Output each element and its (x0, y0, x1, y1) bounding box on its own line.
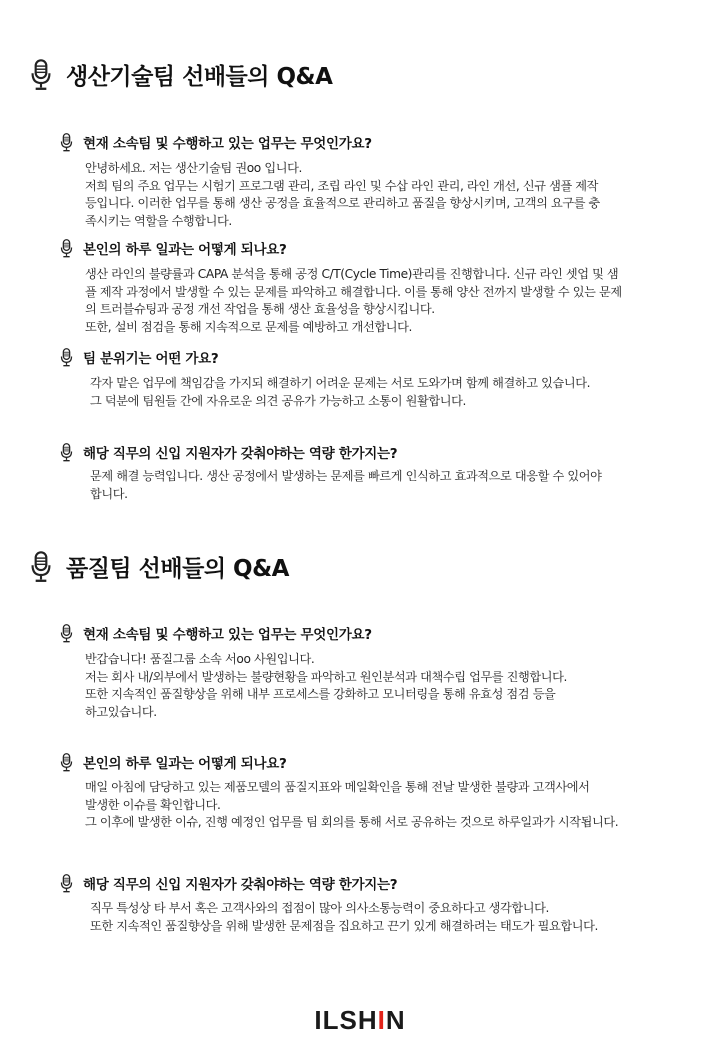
microphone-icon (60, 133, 73, 152)
answer (85, 266, 622, 336)
microphone-icon (60, 624, 73, 643)
question (60, 623, 372, 643)
answer-line: 또한, 설비 점검을 통해 지속적으로 문제를 예방하고 개선합니다. (85, 319, 412, 334)
answer-line: 그 덕분에 팀원들 간에 자유로운 의견 공유가 가능하고 소통이 원활합니다. (90, 393, 466, 408)
microphone-icon (60, 348, 73, 367)
section-title-text: 품질팀 선배들의 Q&A (66, 556, 289, 582)
answer-line: 또한 지속적인 품질향상을 위해 내부 프로세스를 강화하고 모니터링을 통해 유효성 점검 등을 (85, 687, 556, 701)
answer-line: 저는 회사 내/외부에서 발생하는 불량현황을 파악하고 원인분석과 대책수립 업무를 진행합니다. (85, 669, 567, 684)
question (60, 442, 397, 462)
microphone-icon (30, 59, 52, 91)
answer (85, 779, 618, 832)
answer-line: 문제 해결 능력입니다. 생산 공정에서 발생하는 문제를 빠르게 인식하고 효과적으로 대응할 수 있어야 (90, 469, 602, 483)
logo-text-end: N (385, 1005, 406, 1035)
logo-text: ILSH (314, 1005, 378, 1035)
question (60, 347, 218, 367)
company-logo (0, 1005, 720, 1036)
answer (90, 900, 598, 935)
microphone-icon (60, 443, 73, 462)
microphone-icon (60, 874, 73, 893)
answer-line: 반갑습니다! 품질그룹 소속 서oo 사원입니다. (85, 652, 315, 666)
question (60, 132, 372, 152)
question-text: 팀 분위기는 어떤 가요? (83, 351, 219, 367)
answer-line: 또한 지속적인 품질향상을 위해 발생한 문제점을 집요하고 끈기 있게 해결하려는 태도가 필요합니다. (90, 918, 598, 933)
microphone-icon (60, 239, 73, 258)
question (60, 873, 397, 893)
answer (90, 468, 601, 503)
answer-line: 플 제작 과정에서 발생할 수 있는 문제를 파악하고 해결합니다. 이를 통해 양산 전까지 발생할 수 있는 문제 (85, 284, 622, 299)
answer-line: 직무 특성상 타 부서 혹은 고객사와의 접점이 많아 의사소통능력이 중요하다고 생각합니다. (90, 901, 550, 915)
answer-line: 등입니다. 이러한 업무를 통해 생산 공정을 효율적으로 관리하고 품질을 향상시키며, 고객의 요구를 충 (85, 196, 600, 210)
question (60, 752, 287, 772)
answer-line: 각자 맡은 업무에 책임감을 가지되 해결하기 어려운 문제는 서로 도와가며 함께 해결하고 있습니다. (90, 376, 591, 390)
answer (90, 375, 590, 410)
microphone-icon (60, 753, 73, 772)
answer-line: 합니다. (90, 486, 128, 501)
answer-line: 저희 팀의 주요 업무는 시험기 프로그램 관리, 조립 라인 및 수삽 라인 관리, 라인 개선, 신규 샘플 제작 (85, 178, 599, 193)
answer-line: 발생한 이슈를 확인합니다. (85, 797, 221, 812)
answer-line: 그 이후에 발생한 이슈, 진행 예정인 업무를 팀 회의를 통해 서로 공유하는 것으로 하루일과가 시작됩니다. (85, 815, 619, 829)
question-text: 현재 소속팀 및 수행하고 있는 업무는 무엇인가요? (83, 627, 372, 643)
answer (85, 651, 567, 721)
answer-line: 안녕하세요. 저는 생산기술팀 권oo 입니다. (85, 161, 302, 175)
section-title-text: 생산기술팀 선배들의 Q&A (66, 64, 333, 90)
answer-line: 매일 아침에 담당하고 있는 제품모델의 품질지표와 메일확인을 통해 전날 발생한 불량과 고객사에서 (85, 780, 590, 794)
question-text: 해당 직무의 신입 지원자가 갖춰야하는 역량 한가지는? (83, 446, 398, 462)
question-text: 본인의 하루 일과는 어떻게 되나요? (83, 242, 287, 258)
section-title-production (30, 58, 332, 91)
answer (85, 160, 600, 230)
question-text: 해당 직무의 신입 지원자가 갖춰야하는 역량 한가지는? (83, 877, 398, 893)
microphone-icon (30, 551, 52, 583)
answer-line: 족시키는 역할을 수행합니다. (85, 213, 232, 228)
question (60, 238, 287, 258)
answer-line: 의 트러블슈팅과 공정 개선 작업을 통해 생산 효율성을 향상시킵니다. (85, 302, 435, 316)
answer-line: 하고있습니다. (85, 704, 157, 719)
logo-accent-letter: I (377, 1005, 386, 1035)
question-text: 본인의 하루 일과는 어떻게 되나요? (83, 756, 287, 772)
question-text: 현재 소속팀 및 수행하고 있는 업무는 무엇인가요? (83, 136, 372, 152)
section-title-quality (30, 550, 289, 583)
answer-line: 생산 라인의 불량률과 CAPA 분석을 통해 공정 C/T(Cycle Time)관리를 진행합니다. 신규 라인 셋업 및 샘 (85, 267, 619, 281)
